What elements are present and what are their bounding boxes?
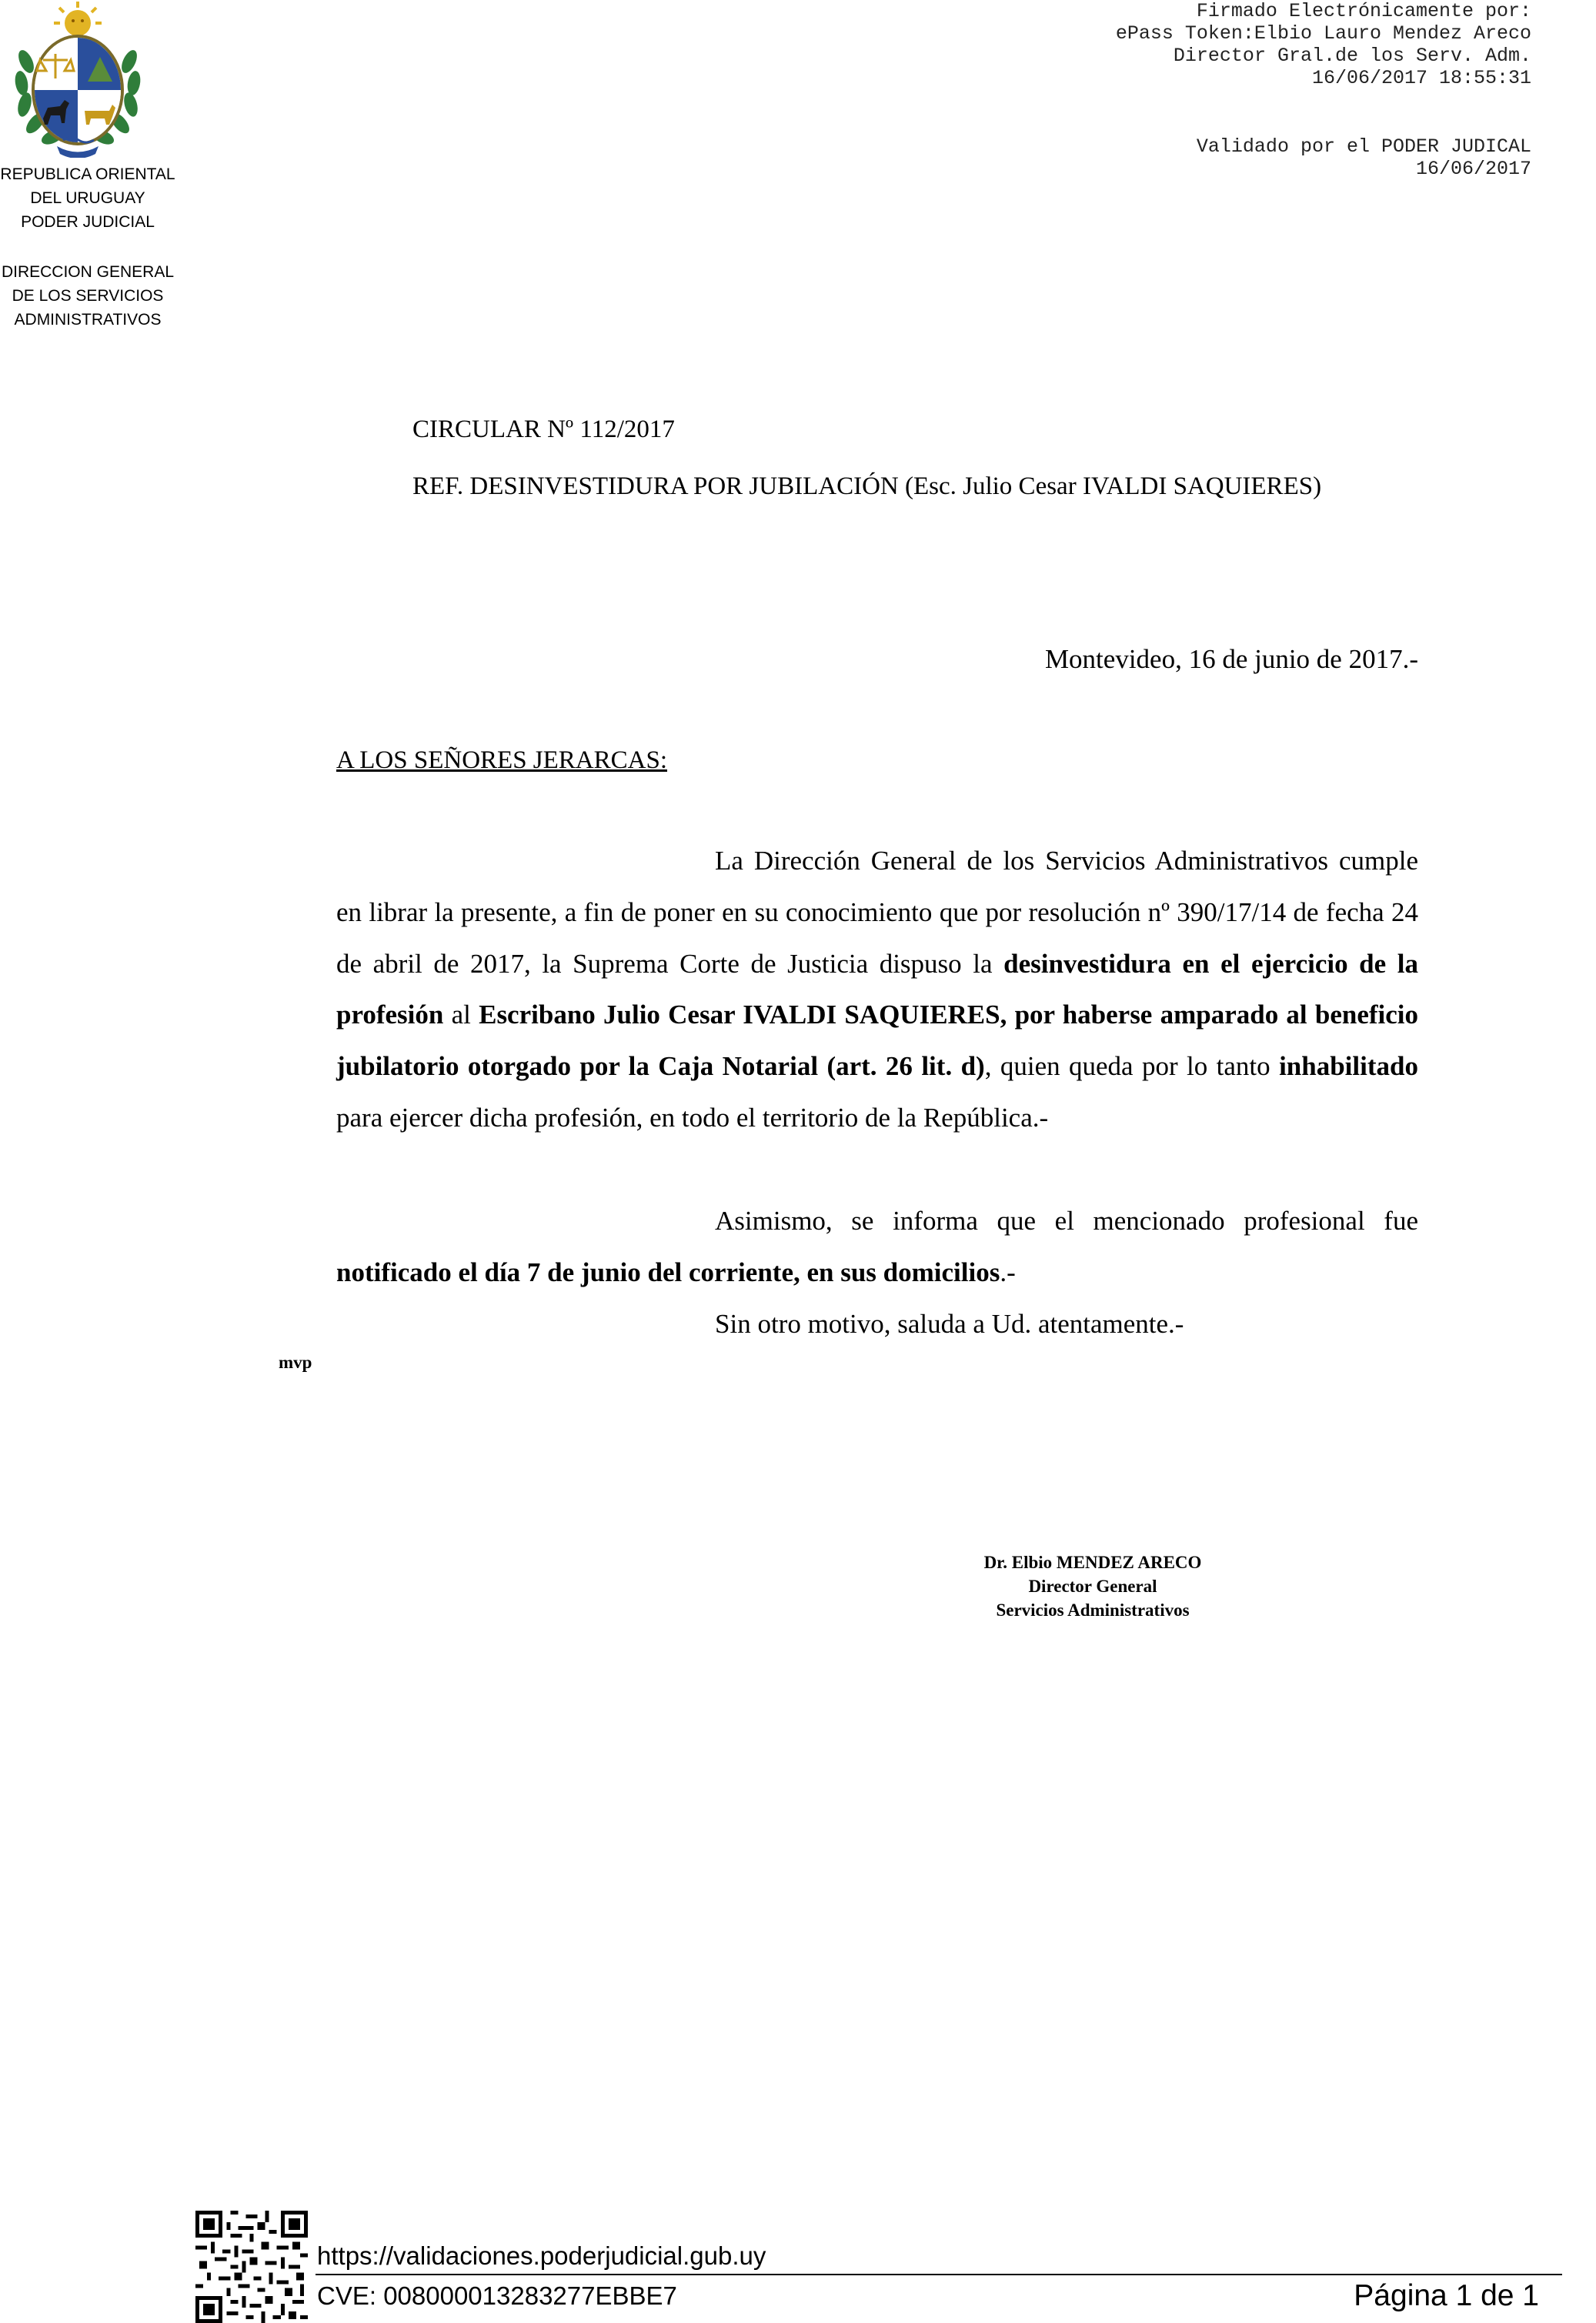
electronic-signature-stamp <box>1116 0 1531 89</box>
dept-line: DIRECCION GENERAL <box>1 263 175 281</box>
stamp-line: ePass Token:Elbio Lauro Mendez Areco <box>1115 22 1531 45</box>
signature-block <box>893 1550 1293 1622</box>
validation-stamp <box>1197 135 1531 180</box>
body-text: La Dirección General de los Servicios Administrativos cumple en librar la presente, a fin de poner en su conocimiento que por resolución nº 390/17/14 de fecha 24 de abril de 2017, la Suprema Corte de Justicia dispuso la <box>336 846 1418 979</box>
circular-number: CIRCULAR Nº 112/2017 <box>412 416 675 443</box>
body-text: para ejercer dicha profesión, en todo el territorio de la República.- <box>336 1102 1049 1133</box>
stamp-line: Firmado Electrónicamente por: <box>1196 0 1531 22</box>
org-line: DEL URUGUAY <box>30 189 145 207</box>
body-paragraph-1 <box>336 836 1418 1144</box>
department-name <box>0 260 175 332</box>
signatory-title: Director General <box>1028 1577 1157 1596</box>
body-bold-text: notificado el día 7 de junio del corriente, en sus domicilios <box>336 1257 1000 1287</box>
validation-line: Validado por el PODER JUDICAL <box>1196 135 1531 158</box>
place-and-date: Montevideo, 16 de junio de 2017.- <box>1044 644 1418 674</box>
body-bold-text: inhabilitado <box>1279 1051 1418 1082</box>
addressee: A LOS SEÑORES JERARCAS: <box>336 746 668 774</box>
body-text: Asimismo, se informa que el mencionado profesional fue <box>715 1206 1418 1236</box>
uruguay-coat-of-arms-icon <box>9 0 146 158</box>
stamp-line: 16/06/2017 18:55:31 <box>1311 67 1531 89</box>
body-text: al <box>443 1000 479 1030</box>
body-text: , quien queda por lo tanto <box>984 1051 1280 1082</box>
validation-link[interactable]: https://validaciones.poderjudicial.gub.uy <box>317 2241 766 2270</box>
body-text: .- <box>1000 1257 1016 1287</box>
dept-line: ADMINISTRATIVOS <box>14 311 162 329</box>
validation-line: 16/06/2017 <box>1415 158 1531 180</box>
dept-line: DE LOS SERVICIOS <box>12 287 164 305</box>
signatory-office: Servicios Administrativos <box>996 1600 1190 1620</box>
signatory-name: Dr. Elbio MENDEZ ARECO <box>983 1553 1202 1572</box>
body-bold-text: desinvestidura en el ejercicio de la profesión <box>336 948 1418 1030</box>
footer-divider <box>316 2274 1562 2275</box>
page-number: Página 1 de 1 <box>1354 2279 1539 2312</box>
typist-initials: mvp <box>279 1353 312 1372</box>
org-line: REPUBLICA ORIENTAL <box>0 165 175 183</box>
qr-code-icon <box>195 2211 308 2323</box>
body-paragraph-3 <box>336 1299 1418 1350</box>
org-name <box>0 162 175 234</box>
body-bold-text: Escribano Julio Cesar IVALDI SAQUIERES, por haberse amparado al beneficio jubilatorio otorgado por la Caja Notarial (art. 26 lit. d) <box>336 1000 1419 1082</box>
org-line: PODER JUDICIAL <box>21 213 155 231</box>
closing-line: Sin otro motivo, saluda a Ud. atentamente.- <box>715 1309 1184 1339</box>
stamp-line: Director Gral.de los Serv. Adm. <box>1173 45 1531 67</box>
body-paragraph-2 <box>336 1196 1418 1299</box>
cve-code: CVE: 008000013283277EBBE7 <box>317 2281 677 2310</box>
reference-line: REF. DESINVESTIDURA POR JUBILACIÓN (Esc. Julio Cesar IVALDI SAQUIERES) <box>412 472 1322 500</box>
